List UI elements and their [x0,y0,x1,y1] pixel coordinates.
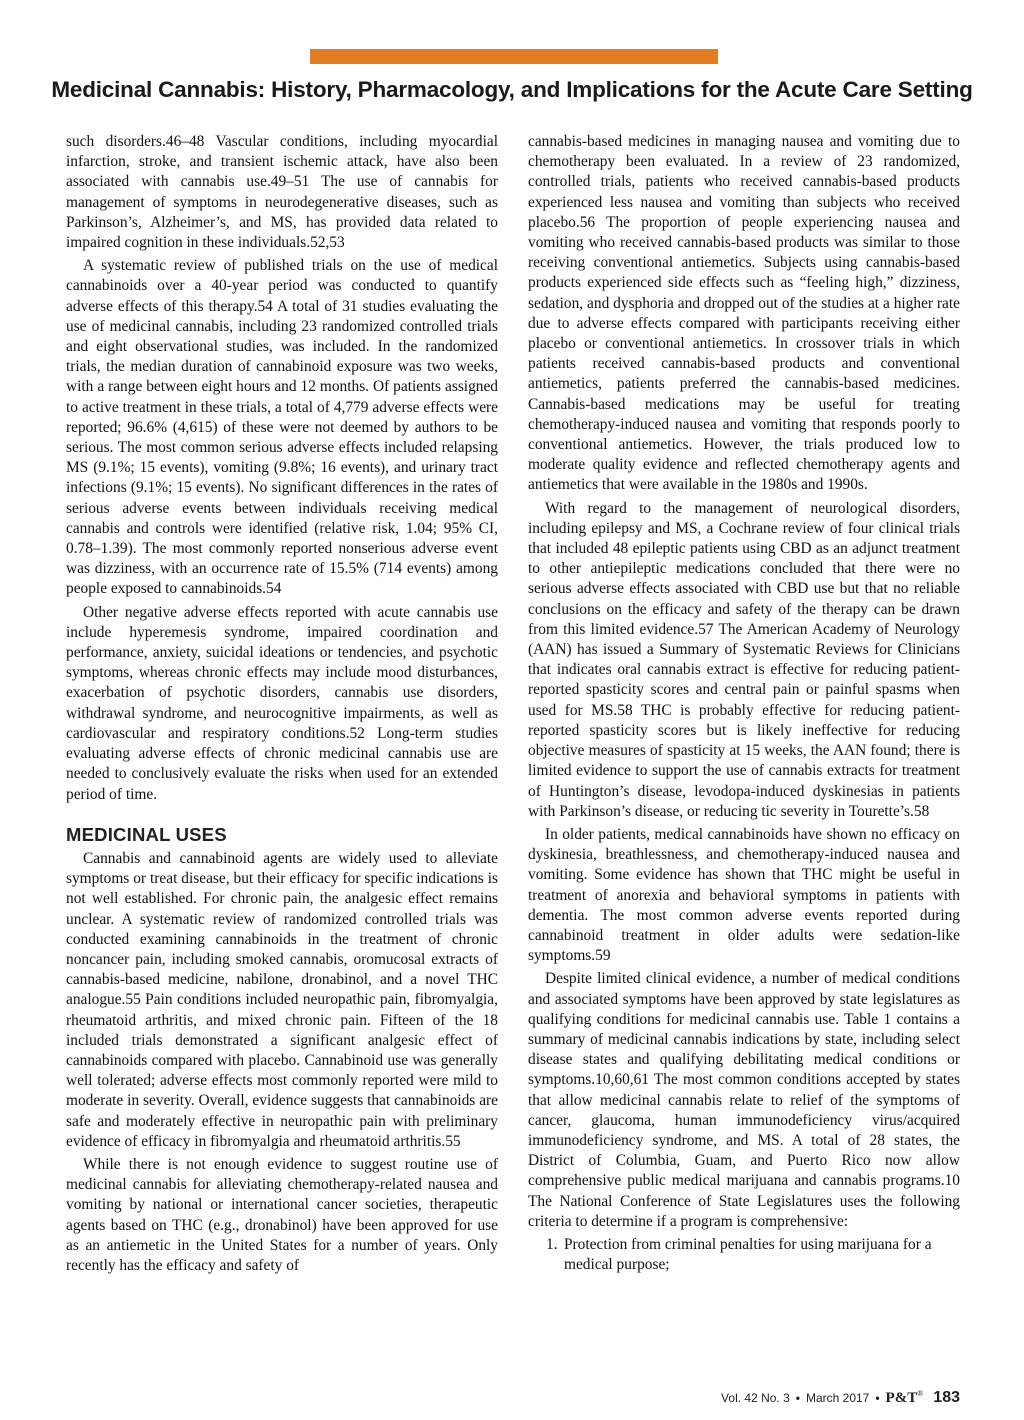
list-item-text: Protection from criminal penalties for using marijuana for a medical purpose; [564,1235,932,1274]
paragraph: Cannabis and cannabinoid agents are widely used to alleviate symptoms or treat disease, but their efficacy for specific indications is not well established. For chronic pain, the analgesic effect remains unclear. A systematic review of randomized controlled trials was conducted examining cannabinoids in the treatment of chronic noncancer pain, including smoked cannabis, oromucosal extracts of cannabis-based medicine, nabilone, dronabinol, and a novel THC analogue.55 Pain conditions included neuropathic pain, fibromyalgia, rheumatoid arthritis, and mixed chronic pain. Fifteen of the 18 included trials demonstrated a significant analgesic effect of cannabinoids compared with placebo. Cannabinoid use was generally well tolerated; adverse effects most commonly reported were mild to moderate in severity. Overall, evidence suggests that cannabinoids are safe and moderately effective in neuropathic pain with preliminary evidence of efficacy in fibromyalgia and rheumatoid arthritis.55 [66,849,498,1150]
list-item [528,1235,960,1275]
running-title: Medicinal Cannabis: History, Pharmacology, and Implications for the Acute Care Setting [51,77,973,102]
footer-date: March 2017 [805,1391,870,1405]
page-footer [721,1389,960,1407]
footer-separator: • [875,1391,880,1405]
paragraph: While there is not enough evidence to suggest routine use of medicinal cannabis for alleviating chemotherapy-related nausea and vomiting by national or international cancer societies, therapeutic agents based on THC (e.g., dronabinol) have been approved for use as an antiemetic in the United States for a number of years. Only recently has the efficacy and safety of [66,1155,498,1274]
orange-header-bar [310,49,718,64]
registered-mark: ® [917,1389,924,1398]
footer-separator: • [795,1391,800,1405]
paragraph: A systematic review of published trials on the use of medical cannabinoids over a 40-year period was conducted to quantify adverse effects of this therapy.54 A total of 31 studies evaluating the use of medicinal cannabis, including 23 randomized controlled trials and eight observational studies, was included. In the randomized trials, the median duration of cannabinoid exposure was two weeks, with a range between eight hours and 12 months. Of patients assigned to active treatment in these trials, a total of 4,779 adverse effects were reported; 96.6% (4,615) of these were not deemed by authors to be serious. The most common serious adverse effects included relapsing MS (9.1%; 15 events), vomiting (9.8%; 16 events), and urinary tract infections (9.1%; 15 events). No significant differences in the rates of serious adverse events between individuals receiving medical cannabis and controls were identified (relative risk, 1.04; 95% CI, 0.78–1.39). The most commonly reported nonserious adverse event was dizziness, with an occurrence rate of 15.5% (714 events) among people exposed to cannabinoids.54 [66,257,498,598]
right-column [528,132,960,1275]
left-column [66,132,498,1276]
paragraph: In older patients, medical cannabinoids have shown no efficacy on dyskinesia, breathlessness, and chemotherapy-induced nausea and vomiting. Some evidence has shown that THC might be useful in treatment of anorexia and behavioral symptoms in patients with dementia. The most common adverse events reported during cannabinoid treatment in older adults were sedation-like symptoms.59 [528,825,960,965]
page-number: 183 [933,1389,960,1406]
criteria-list [528,1235,960,1275]
paragraph: Despite limited clinical evidence, a number of medical conditions and associated symptoms have been approved by state legislatures as qualifying conditions for medicinal cannabis use. Table 1 contains a summary of medicinal cannabis indications by state, including select disease states and qualifying debilitating medical conditions or symptoms.10,60,61 The most common conditions accepted by states that allow medicinal cannabis relate to relief of the symptoms of cancer, glaucoma, human immunodeficiency virus/acquired immunodeficiency syndrome, and MS. A total of 28 states, the District of Columbia, Guam, and Puerto Rico now allow comprehensive public medical marijuana and cannabis programs.10 The National Conference of State Legislatures uses the following criteria to determine if a program is comprehensive: [528,970,960,1230]
footer-volume: Vol. 42 No. 3 [721,1391,790,1405]
list-number: 1. [546,1235,558,1253]
paragraph: With regard to the management of neurological disorders, including epilepsy and MS, a Cochrane review of four clinical trials that included 48 epileptic patients using CBD as an adjunct treatment to other antiepileptic medications concluded that there were no serious adverse effects associated with CBD use but that no reliable conclusions on the efficacy and safety of the therapy can be drawn from this limited evidence.57 The American Academy of Neurology (AAN) has issued a Summary of Systematic Reviews for Clinicians that indicates oral cannabis extract is effective for reducing patient-reported spasticity scores and central pain or painful spasms when used for MS.58 THC is probably effective for reducing patient-reported spasticity scores but is likely ineffective for reducing objective measures of spasticity at 15 weeks, the AAN found; there is limited evidence to support the use of cannabis extracts for treatment of Huntington’s disease, levodopa-induced dyskinesias in patients with Parkinson’s disease, or reducing tic severity in Tourette’s.58 [528,499,960,820]
journal-brand: P&T® [885,1389,924,1406]
paragraph: cannabis-based medicines in managing nausea and vomiting due to chemotherapy been evaluated. In a review of 23 randomized, controlled trials, patients who received cannabis-based products experienced less nausea and vomiting than subjects who received placebo.56 The proportion of people experiencing nausea and vomiting who received cannabis-based products was similar to those receiving conventional antiemetics. Subjects using cannabis-based products experienced side effects such as “feeling high,” dizziness, sedation, and dysphoria and dropped out of the studies at a higher rate due to adverse effects compared with participants receiving either placebo or conventional antiemetics. In crossover trials in which patients received cannabis-based products and conventional antiemetics, patients preferred the cannabis-based medicines. Cannabis-based medications may be useful for treating chemotherapy-induced nausea and vomiting that responds poorly to conventional antiemetics. However, the trials produced low to moderate quality evidence and reflected chemotherapy agents and antiemetics that were available in the 1980s and 1990s. [528,133,960,494]
paragraph: such disorders.46–48 Vascular conditions, including myocardial infarction, stroke, and transient ischemic attack, have also been associated with cannabis use.49–51 The use of cannabis for management of symptoms in neurodegenerative diseases, such as Parkinson’s, Alzheimer’s, and MS, has provided data related to impaired cognition in these individuals.52,53 [66,133,498,252]
paragraph: Other negative adverse effects reported with acute cannabis use include hyperemesis syndrome, impaired coordination and performance, anxiety, suicidal ideations or tendencies, and psychotic symptoms, whereas chronic effects may include mood disturbances, exacerbation of psychotic disorders, cannabis use disorders, withdrawal syndrome, and neurocognitive impairments, as well as cardiovascular and respiratory conditions.52 Long-term studies evaluating adverse effects of chronic medicinal cannabis use are needed to conclusively evaluate the risks when used for an extended period of time. [66,603,498,803]
section-heading: MEDICINAL USES [66,823,227,845]
